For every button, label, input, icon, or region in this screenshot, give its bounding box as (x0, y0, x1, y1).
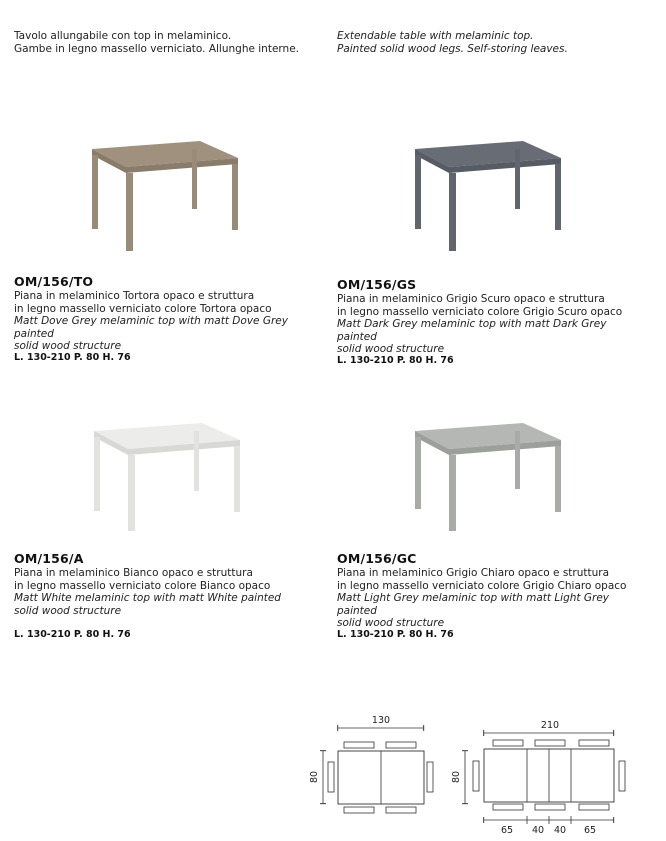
product-code: OM/156/A (14, 551, 84, 566)
description-english-line-2: solid wood structure (14, 604, 122, 617)
description-italian-line-2: in legno massello verniciato colore Bianco opaco (14, 579, 271, 592)
diagram-extended-table (451, 720, 625, 836)
product-card-tortora (14, 135, 314, 370)
chair-left (328, 762, 334, 792)
product-description (14, 567, 281, 617)
product-image (337, 415, 637, 535)
chair-top-right (386, 742, 416, 748)
description-italian-line-1: Piana in melaminico Bianco opaco e struttura (14, 567, 253, 579)
description-english-line-2: solid wood structure (337, 343, 445, 355)
chair-top-1 (493, 740, 523, 746)
table-illustration (337, 135, 637, 260)
product-dimensions: L. 130-210 P. 80 H. 76 (14, 629, 131, 640)
table-illustration (14, 135, 314, 260)
chair-bottom-left (344, 807, 374, 813)
description-italian-line-2: in legno massello verniciato colore Grigio Scuro opaco (337, 305, 623, 318)
product-image (14, 415, 314, 535)
description-italian-line-2: in legno massello verniciato colore Tortora opaco (14, 302, 272, 315)
description-italian-line-1: Piana in melaminico Tortora opaco e struttura (14, 290, 255, 302)
segment-label-2: 40 (531, 825, 545, 836)
description-english-line-2: solid wood structure (337, 617, 445, 629)
description-italian-line-1: Piana in melaminico Grigio Chiaro opaco e struttura (337, 567, 610, 579)
width-label: 210 (540, 720, 560, 731)
segment-label-4: 65 (583, 825, 597, 836)
description-english-line-1: Matt Dark Grey melaminic top with matt Dark Grey painted (337, 318, 607, 343)
dimension-diagrams (300, 706, 640, 841)
product-code: OM/156/TO (14, 274, 94, 289)
product-card-bianco (14, 415, 314, 650)
chair-bottom-right (386, 807, 416, 813)
chair-bottom-1 (493, 804, 523, 810)
diagram-closed-table (309, 715, 433, 813)
intro-english-line-2: Painted solid wood legs. Self-storing leaves. (337, 43, 568, 55)
chair-bottom-3 (579, 804, 609, 810)
chair-top-3 (579, 740, 609, 746)
product-image (337, 135, 637, 255)
depth-label: 80 (309, 770, 320, 784)
intro-english-line-1: Extendable table with melaminic top. (337, 30, 534, 42)
chair-top-2 (535, 740, 565, 746)
product-dimensions: L. 130-210 P. 80 H. 76 (14, 352, 131, 363)
product-image (14, 135, 314, 255)
chair-bottom-2 (535, 804, 565, 810)
chair-left (473, 761, 479, 791)
description-english-line-1: Matt Light Grey melaminic top with matt Light Grey painted (337, 592, 610, 617)
product-description (337, 293, 637, 356)
depth-label: 80 (451, 770, 462, 784)
description-italian-line-2: in legno massello verniciato colore Grigio Chiaro opaco (337, 579, 627, 592)
chair-top-left (344, 742, 374, 748)
segment-label-3: 40 (553, 825, 567, 836)
product-dimensions: L. 130-210 P. 80 H. 76 (337, 629, 454, 640)
description-english-line-1: Matt White melaminic top with matt White painted (14, 592, 281, 604)
product-description (337, 567, 637, 630)
product-card-grigio-scuro (337, 135, 637, 370)
product-description (14, 290, 314, 353)
table-illustration (14, 415, 314, 540)
product-code: OM/156/GC (337, 551, 417, 566)
product-code: OM/156/GS (337, 277, 417, 292)
intro-italian-line-2: Gambe in legno massello verniciato. Allunghe interne. (14, 43, 300, 55)
intro-italian-line-1: Tavolo allungabile con top in melaminico. (14, 30, 232, 42)
chair-right (619, 761, 625, 791)
description-english-line-1: Matt Dove Grey melaminic top with matt Dove Grey painted (14, 315, 288, 340)
chair-right (427, 762, 433, 792)
width-label: 130 (371, 715, 391, 726)
segment-label-1: 65 (500, 825, 514, 836)
description-italian-line-1: Piana in melaminico Grigio Scuro opaco e struttura (337, 293, 605, 305)
table-illustration (337, 415, 637, 540)
intro-english (337, 30, 568, 56)
product-card-grigio-chiaro (337, 415, 637, 650)
intro-italian (14, 30, 299, 56)
description-english-line-2: solid wood structure (14, 340, 122, 352)
product-dimensions: L. 130-210 P. 80 H. 76 (337, 355, 454, 366)
